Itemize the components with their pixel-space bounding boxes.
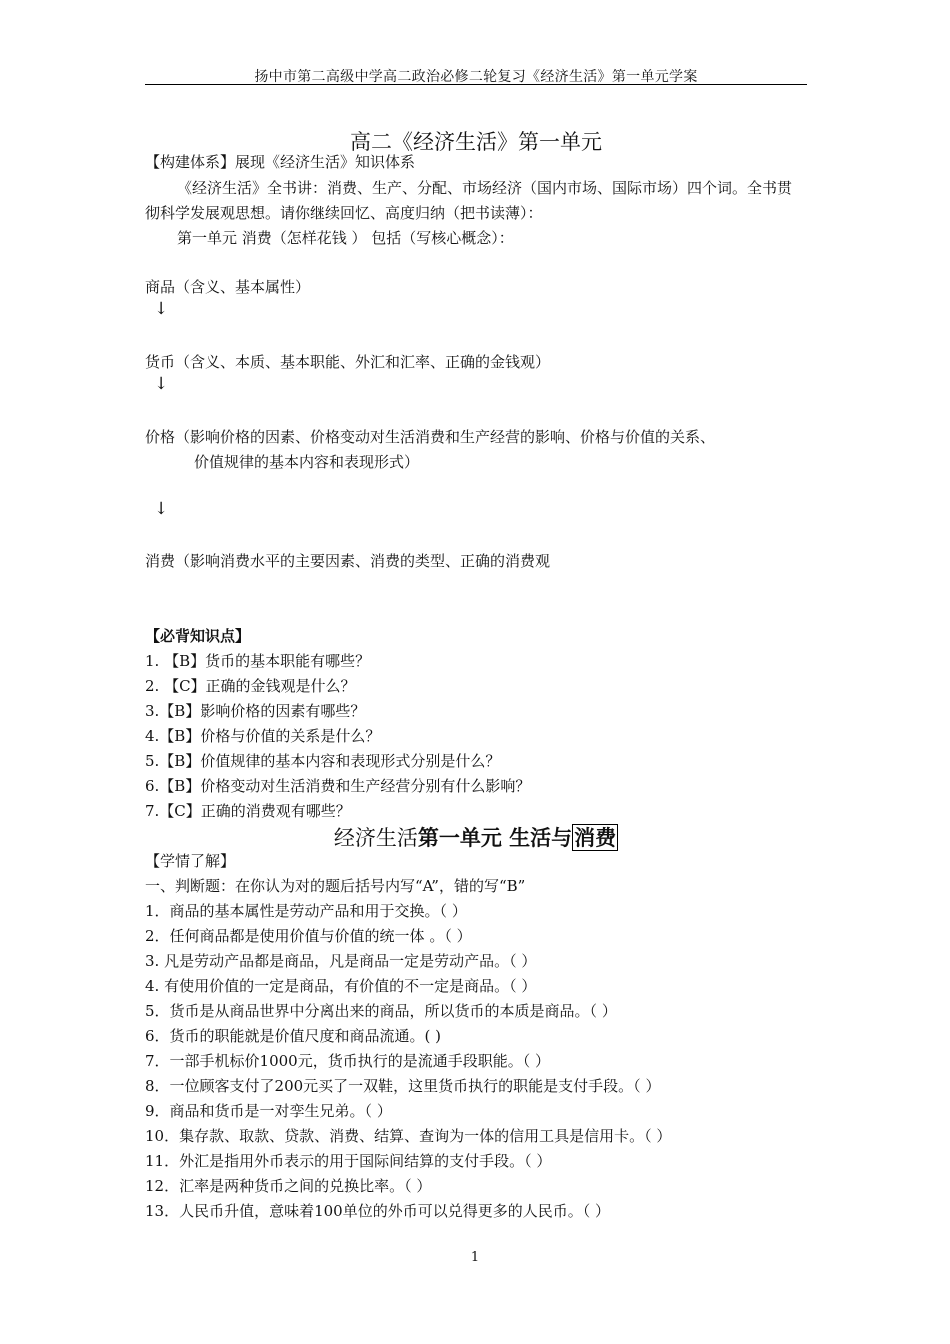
question-item: 6．货币的职能就是价值尺度和商品流通。( ) <box>145 1027 442 1045</box>
item-commodity: 商品（含义、基本属性） <box>145 278 311 296</box>
question-item: 4. 有使用价值的一定是商品，有价值的不一定是商品。（ ） <box>145 977 537 995</box>
page-number: 1 <box>470 1250 480 1265</box>
question-item: 5．货币是从商品世界中分离出来的商品，所以货币的本质是商品。（ ） <box>145 1002 617 1020</box>
unit-title-boxed: 消费 <box>574 825 617 850</box>
question-item: 7．一部手机标价1000元，货币执行的是流通手段职能。（ ） <box>145 1052 550 1070</box>
unit-title <box>145 822 807 852</box>
page-header: 扬中市第二高级中学高二政治必修二轮复习《经济生活》第一单元学案 <box>254 69 698 85</box>
question-item: 1．商品的基本属性是劳动产品和用于交换。（ ） <box>145 902 467 920</box>
unit-title-part-1: 经济生活 <box>333 826 418 850</box>
learn-section: 一、判断题：在你认为对的题后括号内写“A”，错的写“B” <box>145 877 526 895</box>
unit-line: 第一单元 消费（怎样花钱 ） 包括（写核心概念）： <box>177 229 514 247</box>
question-item: 8．一位顾客支付了200元买了一双鞋，这里货币执行的职能是支付手段。（ ） <box>145 1077 661 1095</box>
question-item: 13．人民币升值，意味着100单位的外币可以兑得更多的人民币。（ ） <box>145 1202 610 1220</box>
unit-title-part-2: 第一单元 生活与 <box>417 825 573 850</box>
must-know-item: 5.【B】价值规律的基本内容和表现形式分别是什么？ <box>145 752 501 770</box>
down-arrow-icon: ↓ <box>154 499 169 519</box>
must-know-item: 2. 【C】正确的金钱观是什么？ <box>145 677 356 695</box>
question-item: 12．汇率是两种货币之间的兑换比率。（ ） <box>145 1177 432 1195</box>
item-price-line-2: 价值规律的基本内容和表现形式） <box>194 453 420 471</box>
question-item: 9．商品和货币是一对孪生兄弟。（ ） <box>145 1102 392 1120</box>
down-arrow-icon: ↓ <box>154 374 169 394</box>
must-know-item: 6.【B】价格变动对生活消费和生产经营分别有什么影响？ <box>145 777 531 795</box>
down-arrow-icon: ↓ <box>154 299 169 319</box>
intro-line-1: 《经济生活》全书讲：消费、生产、分配、市场经济（国内市场、国际市场）四个词。全书贯 <box>177 179 793 197</box>
must-know-item: 4.【B】价格与价值的关系是什么？ <box>145 727 381 745</box>
must-know-item: 7.【C】正确的消费观有哪些？ <box>145 802 351 820</box>
item-price-line-1: 价格（影响价格的因素、价格变动对生活消费和生产经营的影响、价格与价值的关系、 <box>145 428 716 446</box>
question-item: 11．外汇是指用外币表示的用于国际间结算的支付手段。（ ） <box>145 1152 552 1170</box>
item-consumption: 消费（影响消费水平的主要因素、消费的类型、正确的消费观 <box>145 552 551 570</box>
question-item: 3. 凡是劳动产品都是商品，凡是商品一定是劳动产品。（ ） <box>145 952 537 970</box>
build-system-label: 【构建体系】展现《经济生活》知识体系 <box>145 153 416 171</box>
must-know-label: 【必背知识点】 <box>145 627 251 645</box>
question-item: 2．任何商品都是使用价值与价值的统一体 。（ ） <box>145 927 472 945</box>
header-rule <box>145 84 807 85</box>
learn-label: 【学情了解】 <box>145 852 236 870</box>
must-know-item: 3.【B】影响价格的因素有哪些？ <box>145 702 366 720</box>
item-currency: 货币（含义、本质、基本职能、外汇和汇率、正确的金钱观） <box>145 353 551 371</box>
must-know-item: 1. 【B】货币的基本职能有哪些？ <box>145 652 371 670</box>
main-title: 高二《经济生活》第一单元 <box>350 130 602 154</box>
intro-line-2: 彻科学发展观思想。请你继续回忆、高度归纳（把书读薄）： <box>145 204 543 222</box>
question-item: 10．集存款、取款、贷款、消费、结算、查询为一体的信用工具是信用卡。（ ） <box>145 1127 672 1145</box>
